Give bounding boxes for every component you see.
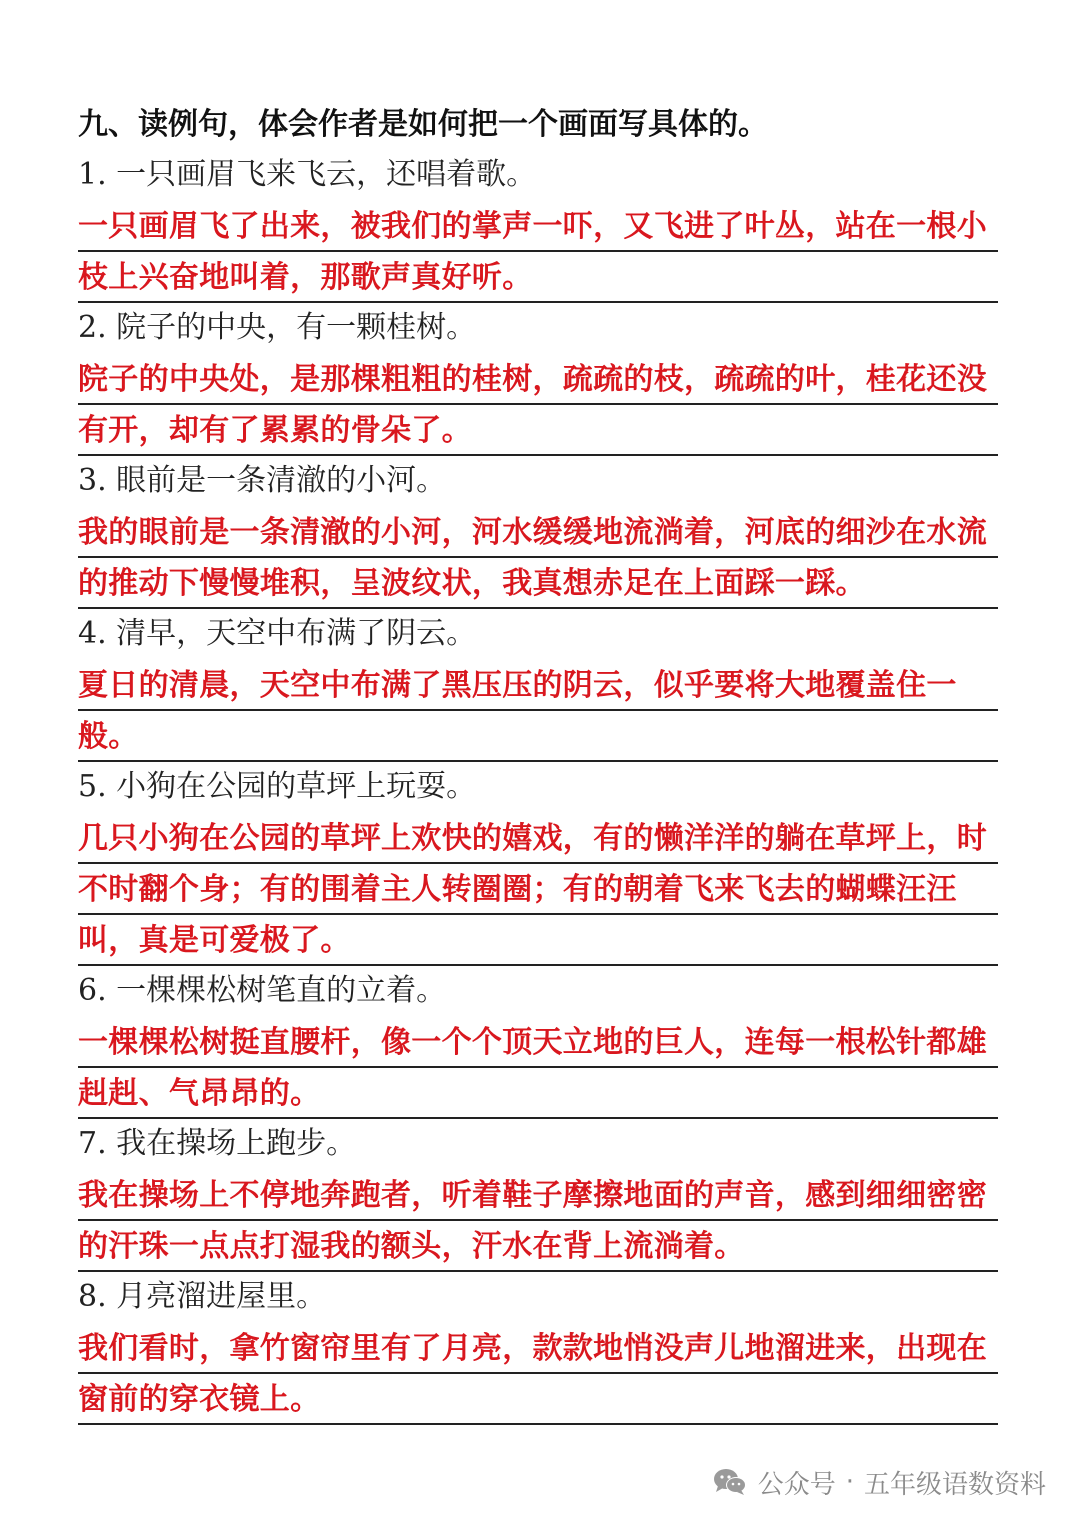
example-sentence: 8. 月亮溜进屋里。: [78, 1279, 327, 1314]
watermark-separator: ·: [845, 1467, 854, 1497]
example-sentence: 3. 眼前是一条清澈的小河。: [78, 463, 447, 498]
section-heading: 九、读例句，体会作者是如何把一个画面写具体的。: [78, 107, 768, 142]
exercise-item-7: [78, 1119, 998, 1272]
watermark-account: 五年级语数资料: [863, 1469, 1046, 1500]
example-sentence: 2. 院子的中央，有一颗桂树。: [78, 310, 477, 345]
example-sentence: 1. 一只画眉飞来飞云，还唱着歌。: [78, 157, 537, 192]
example-sentence: 6. 一棵棵松树笔直的立着。: [78, 973, 447, 1008]
exercise-item-1: [78, 150, 998, 303]
answer-text: 一只画眉飞了出来，被我们的掌声一吓，又飞进了叶丛，站在一根小枝上兴奋地叫着，那歌声真好听。: [78, 201, 998, 303]
exercise-item-2: [78, 303, 998, 456]
example-sentence: 4. 清早，天空中布满了阴云。: [78, 616, 477, 651]
exercise-item-6: [78, 966, 998, 1119]
answer-text: 一棵棵松树挺直腰杆，像一个个顶天立地的巨人，连每一根松针都雄赳赳、气昂昂的。: [78, 1017, 998, 1119]
watermark: [712, 1462, 1046, 1502]
answer-text: 院子的中央处，是那棵粗粗的桂树，疏疏的枝，疏疏的叶，桂花还没有开，却有了累累的骨朵了。: [78, 354, 998, 456]
wechat-icon: [712, 1467, 748, 1497]
example-sentence: 7. 我在操场上跑步。: [78, 1126, 357, 1161]
answer-text: 夏日的清晨，天空中布满了黑压压的阴云，似乎要将大地覆盖住一般。: [78, 660, 998, 762]
example-sentence: 5. 小狗在公园的草坪上玩耍。: [78, 769, 477, 804]
exercise-item-8: [78, 1272, 998, 1425]
answer-text: 我的眼前是一条清澈的小河，河水缓缓地流淌着，河底的细沙在水流的推动下慢慢堆积，呈波纹状，我真想赤足在上面踩一踩。: [78, 507, 998, 609]
answer-text: 我们看时，拿竹窗帘里有了月亮，款款地悄没声儿地溜进来，出现在窗前的穿衣镜上。: [78, 1323, 998, 1425]
watermark-label: 公众号: [757, 1469, 836, 1500]
exercise-item-4: [78, 609, 998, 762]
answer-text: 几只小狗在公园的草坪上欢快的嬉戏，有的懒洋洋的躺在草坪上，时不时翻个身；有的围着主人转圈圈；有的朝着飞来飞去的蝴蝶汪汪叫，真是可爱极了。: [78, 813, 998, 966]
exercise-item-3: [78, 456, 998, 609]
answer-text: 我在操场上不停地奔跑者，听着鞋子摩擦地面的声音，感到细细密密的汗珠一点点打湿我的额头，汗水在背上流淌着。: [78, 1170, 998, 1272]
worksheet: [78, 100, 998, 1425]
exercise-item-5: [78, 762, 998, 966]
